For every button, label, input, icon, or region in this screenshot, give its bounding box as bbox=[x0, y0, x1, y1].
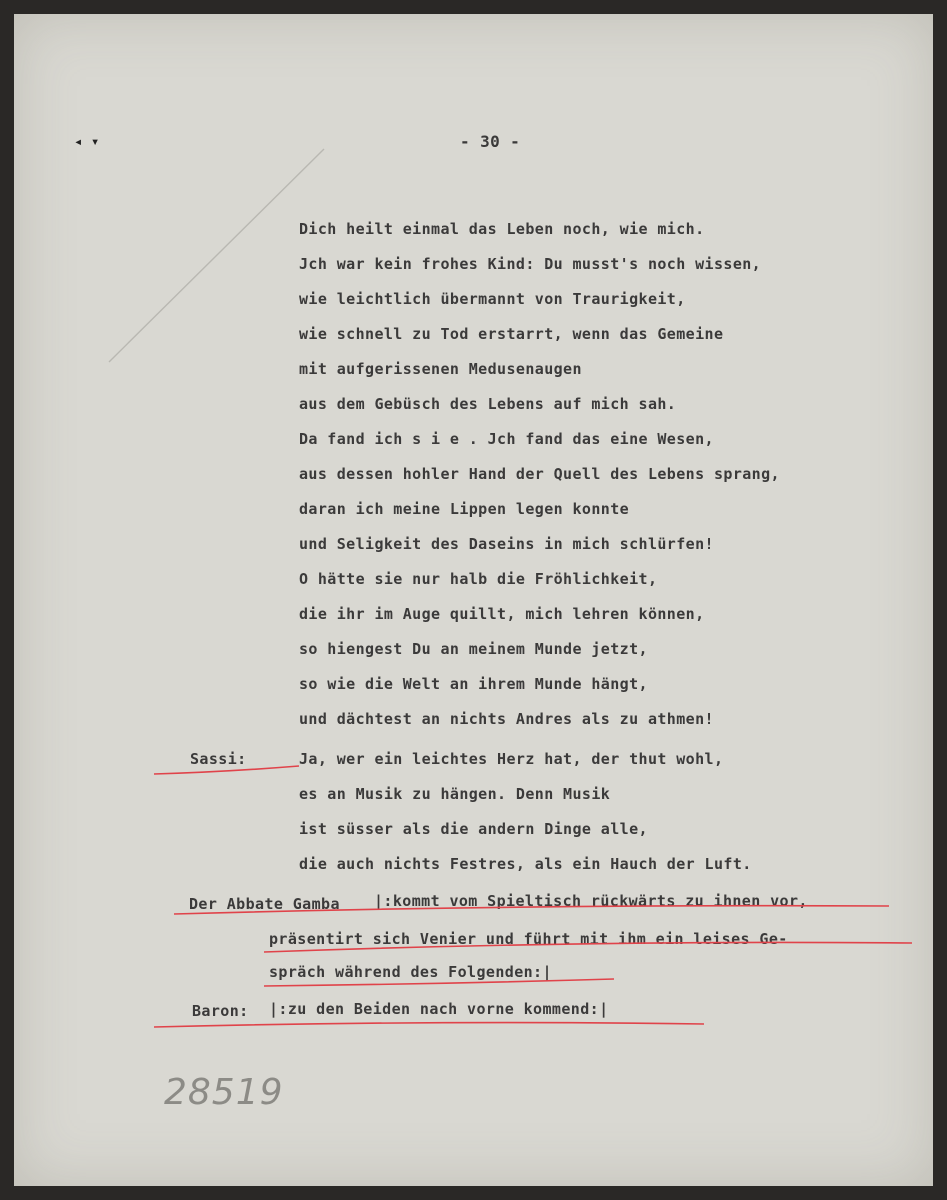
archive-number: 28519 bbox=[164, 1072, 284, 1113]
verse-line: O hätte sie nur halb die Fröhlichkeit, bbox=[299, 570, 658, 588]
stage-direction-line: spräch während des Folgenden:| bbox=[269, 963, 552, 981]
verse-line: die ihr im Auge quillt, mich lehren können, bbox=[299, 605, 705, 623]
verse-line: so wie die Welt an ihrem Munde hängt, bbox=[299, 675, 648, 693]
verse-line: wie schnell zu Tod erstarrt, wenn das Gemeine bbox=[299, 325, 724, 343]
page-number: - 30 - bbox=[460, 132, 521, 151]
verse-line: Ja, wer ein leichtes Herz hat, der thut wohl, bbox=[299, 750, 724, 768]
verse-line: ist süsser als die andern Dinge alle, bbox=[299, 820, 648, 838]
verse-line: Jch war kein frohes Kind: Du musst's noch wissen, bbox=[299, 255, 762, 273]
red-underline bbox=[154, 766, 299, 774]
stage-direction-line: präsentirt sich Venier und führt mit ihm ein leises Ge- bbox=[269, 930, 788, 948]
verse-line: Da fand ich s i e . Jch fand das eine Wesen, bbox=[299, 430, 714, 448]
stage-direction-line: |:zu den Beiden nach vorne kommend:| bbox=[269, 1000, 609, 1018]
verse-line: aus dem Gebüsch des Lebens auf mich sah. bbox=[299, 395, 677, 413]
verse-line: so hiengest Du an meinem Munde jetzt, bbox=[299, 640, 648, 658]
speaker-name-baron: Baron: bbox=[192, 1002, 249, 1020]
speaker-name-abbate: Der Abbate Gamba bbox=[189, 895, 340, 913]
margin-mark-icon: ◂ ▾ bbox=[74, 134, 100, 150]
red-underline bbox=[264, 942, 912, 952]
speaker-name-sassi: Sassi: bbox=[190, 750, 247, 768]
stage-direction-line: |:kommt vom Spieltisch rückwärts zu ihnen vor, bbox=[374, 892, 808, 910]
document-page bbox=[14, 14, 933, 1186]
verse-line: und Seligkeit des Daseins in mich schlürfen! bbox=[299, 535, 714, 553]
red-underline bbox=[264, 979, 614, 986]
verse-line: es an Musik zu hängen. Denn Musik bbox=[299, 785, 611, 803]
red-underline bbox=[154, 1023, 704, 1027]
red-underline bbox=[174, 906, 889, 914]
pencil-marks bbox=[14, 14, 933, 1186]
verse-line: und dächtest an nichts Andres als zu athmen! bbox=[299, 710, 714, 728]
verse-line: aus dessen hohler Hand der Quell des Lebens sprang, bbox=[299, 465, 780, 483]
verse-line: daran ich meine Lippen legen konnte bbox=[299, 500, 630, 518]
verse-line: mit aufgerissenen Medusenaugen bbox=[299, 360, 582, 378]
verse-line: die auch nichts Festres, als ein Hauch der Luft. bbox=[299, 855, 752, 873]
verse-line: Dich heilt einmal das Leben noch, wie mich. bbox=[299, 220, 705, 238]
verse-line: wie leichtlich übermannt von Traurigkeit, bbox=[299, 290, 686, 308]
